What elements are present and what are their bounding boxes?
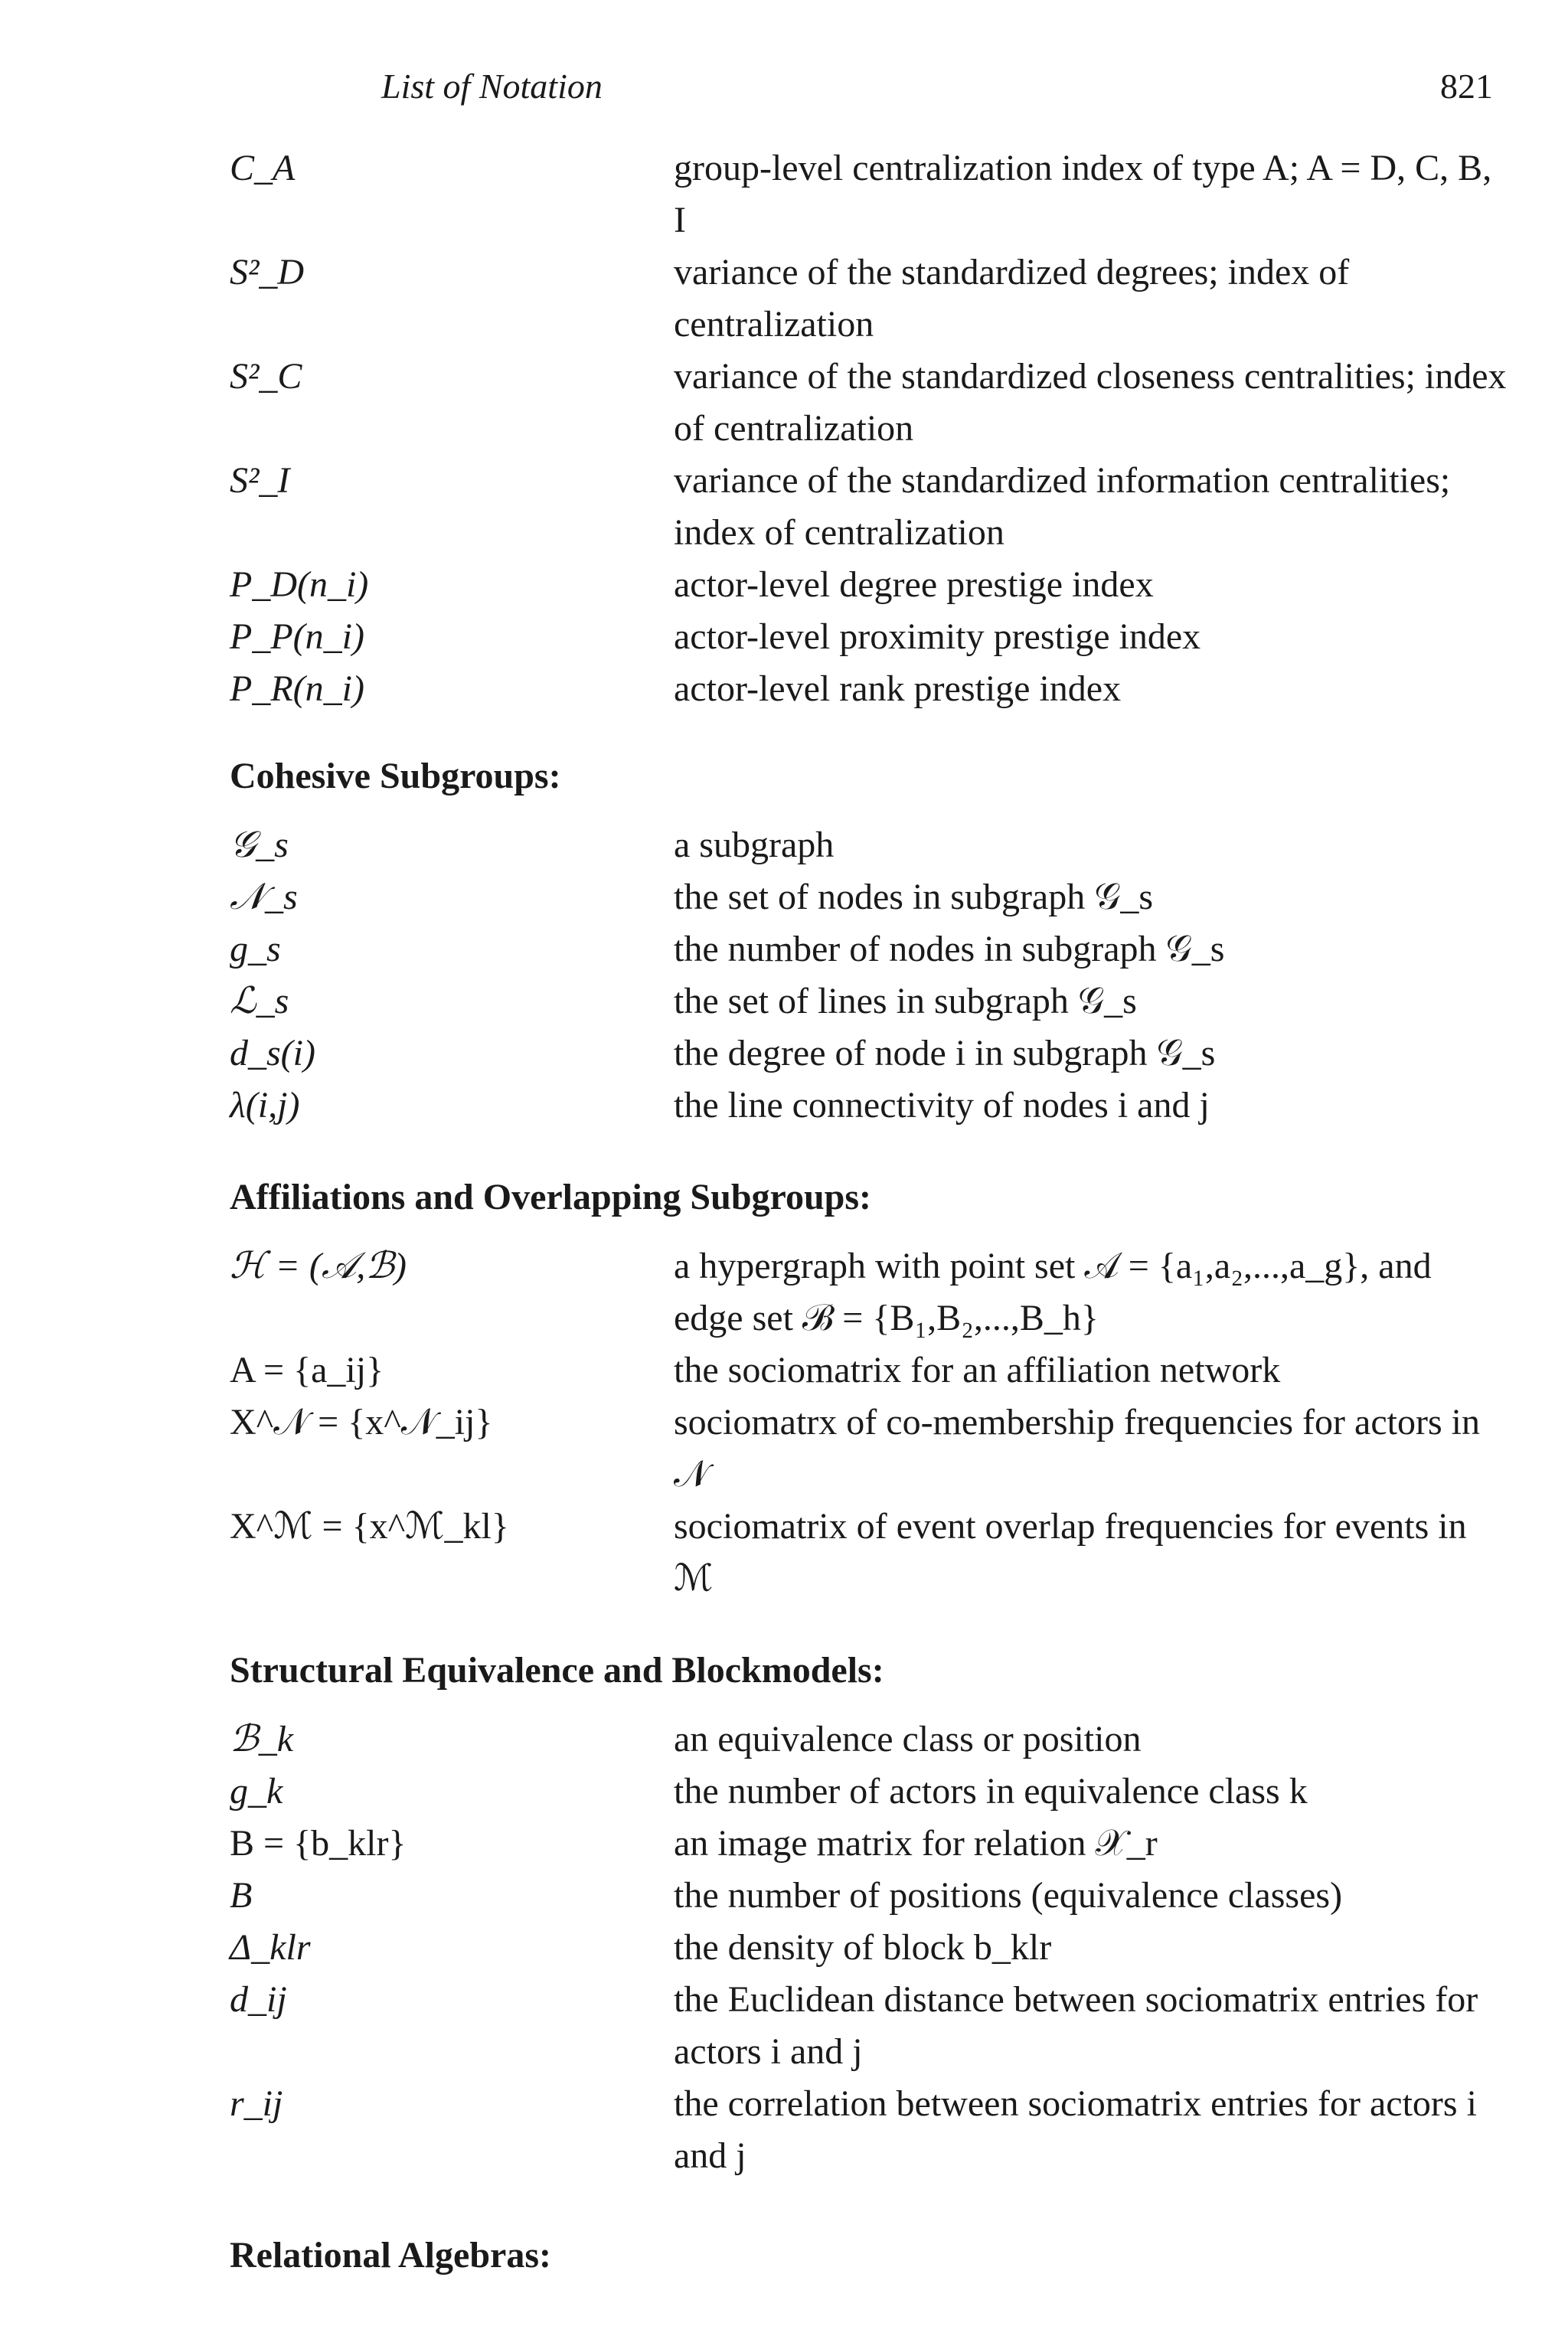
notation-row — [230, 1344, 1501, 1397]
notation-symbol: r_ij — [230, 2083, 283, 2124]
notation-description: variance of the standardized information centralities; index of centralization — [674, 460, 1451, 553]
notation-description: the Euclidean distance between sociomatrix entries for actors i and j — [674, 1979, 1478, 2072]
notation-symbol: g_k — [230, 1771, 283, 1812]
notation-symbol: P_R(n_i) — [230, 668, 364, 709]
notation-description: the set of lines in subgraph 𝒢_s — [674, 981, 1137, 1021]
notation-description: the set of nodes in subgraph 𝒢_s — [674, 877, 1154, 917]
notation-row — [230, 611, 1501, 663]
notation-description: actor-level proximity prestige index — [674, 616, 1201, 657]
notation-description: the correlation between sociomatrix entries for actors i and j — [674, 2083, 1477, 2176]
notation-symbol: B — [230, 1875, 253, 1916]
notation-row — [230, 1818, 1501, 1870]
section-heading-structural-equivalence: Structural Equivalence and Blockmodels: — [230, 1650, 884, 1691]
notation-row — [230, 1028, 1501, 1080]
notation-description: the degree of node i in subgraph 𝒢_s — [674, 1033, 1216, 1073]
notation-symbol: S²_C — [230, 356, 302, 397]
notation-row — [230, 1080, 1501, 1132]
notation-row — [230, 663, 1501, 715]
notation-description: the sociomatrix for an affiliation network — [674, 1350, 1281, 1390]
notation-row — [230, 1870, 1501, 1922]
notation-list — [230, 142, 1507, 2282]
notation-symbol: ℬ_k — [230, 1719, 294, 1759]
notation-symbol: X^𝒩 = {x^𝒩_ij} — [230, 1402, 493, 1442]
notation-row — [230, 142, 1501, 247]
notation-row — [230, 1240, 1501, 1344]
section-heading-affiliations: Affiliations and Overlapping Subgroups: — [230, 1177, 872, 1217]
notation-symbol: g_s — [230, 929, 281, 969]
notation-row — [230, 1974, 1501, 2078]
notation-row — [230, 559, 1501, 611]
notation-description: variance of the standardized closeness centralities; index of centralization — [674, 356, 1507, 449]
notation-symbol: ℋ = (𝒜,ℬ) — [230, 1246, 407, 1286]
notation-description: the density of block b_klr — [674, 1927, 1052, 1968]
notation-description: actor-level degree prestige index — [674, 564, 1154, 605]
notation-symbol: Δ_klr — [230, 1927, 311, 1968]
notation-symbol: ℒ_s — [230, 981, 289, 1021]
notation-row — [230, 1397, 1501, 1501]
notation-description: group-level centralization index of type A; A = D, C, B, I — [674, 148, 1492, 240]
notation-description: a subgraph — [674, 825, 835, 865]
notation-symbol: 𝒩_s — [230, 877, 298, 917]
notation-description: the number of actors in equivalence class k — [674, 1771, 1308, 1812]
notation-description: a hypergraph with point set 𝒜 = {a₁,a₂,...,a_g}, and edge set ℬ = {B₁,B₂,...,B_h} — [674, 1246, 1432, 1338]
notation-row — [230, 871, 1501, 923]
notation-symbol: A = {a_ij} — [230, 1350, 384, 1390]
notation-symbol: λ(i,j) — [230, 1085, 300, 1126]
notation-row — [230, 455, 1501, 559]
notation-description: sociomatrx of co-membership frequencies for actors in 𝒩 — [674, 1402, 1480, 1495]
notation-symbol: S²_I — [230, 460, 290, 501]
notation-description: sociomatrix of event overlap frequencies for events in ℳ — [674, 1506, 1467, 1599]
notation-description: an equivalence class or position — [674, 1719, 1142, 1759]
notation-row — [230, 1766, 1501, 1818]
notation-symbol: C_A — [230, 148, 296, 188]
page-number: 821 — [1440, 67, 1493, 106]
notation-description: the number of positions (equivalence classes) — [674, 1875, 1343, 1916]
notation-row — [230, 923, 1501, 975]
notation-symbol: X^ℳ = {x^ℳ_kl} — [230, 1506, 509, 1547]
notation-symbol: d_s(i) — [230, 1033, 315, 1073]
notation-description: the number of nodes in subgraph 𝒢_s — [674, 929, 1225, 969]
notation-row — [230, 2078, 1501, 2182]
running-head: List of Notation — [381, 67, 603, 106]
notation-description: variance of the standardized degrees; index of centralization — [674, 252, 1350, 345]
notation-description: actor-level rank prestige index — [674, 668, 1122, 709]
notation-symbol: 𝒢_s — [230, 825, 289, 865]
notation-symbol: S²_D — [230, 252, 305, 292]
notation-row — [230, 351, 1507, 455]
section-heading-relational-algebras: Relational Algebras: — [230, 2235, 551, 2276]
notation-symbol: P_D(n_i) — [230, 564, 369, 605]
notation-row — [230, 247, 1501, 351]
page-header — [230, 60, 1493, 113]
notation-description: the line connectivity of nodes i and j — [674, 1085, 1210, 1126]
notation-row — [230, 1714, 1501, 1766]
notation-row — [230, 1922, 1501, 1974]
notation-description: an image matrix for relation 𝒳_r — [674, 1823, 1158, 1864]
notation-symbol: P_P(n_i) — [230, 616, 364, 657]
notation-row — [230, 819, 1501, 871]
notation-symbol: B = {b_klr} — [230, 1823, 407, 1864]
notation-symbol: d_ij — [230, 1979, 287, 2020]
section-heading-cohesive-subgroups: Cohesive Subgroups: — [230, 756, 561, 796]
notation-row — [230, 1501, 1501, 1605]
notation-row — [230, 975, 1501, 1028]
